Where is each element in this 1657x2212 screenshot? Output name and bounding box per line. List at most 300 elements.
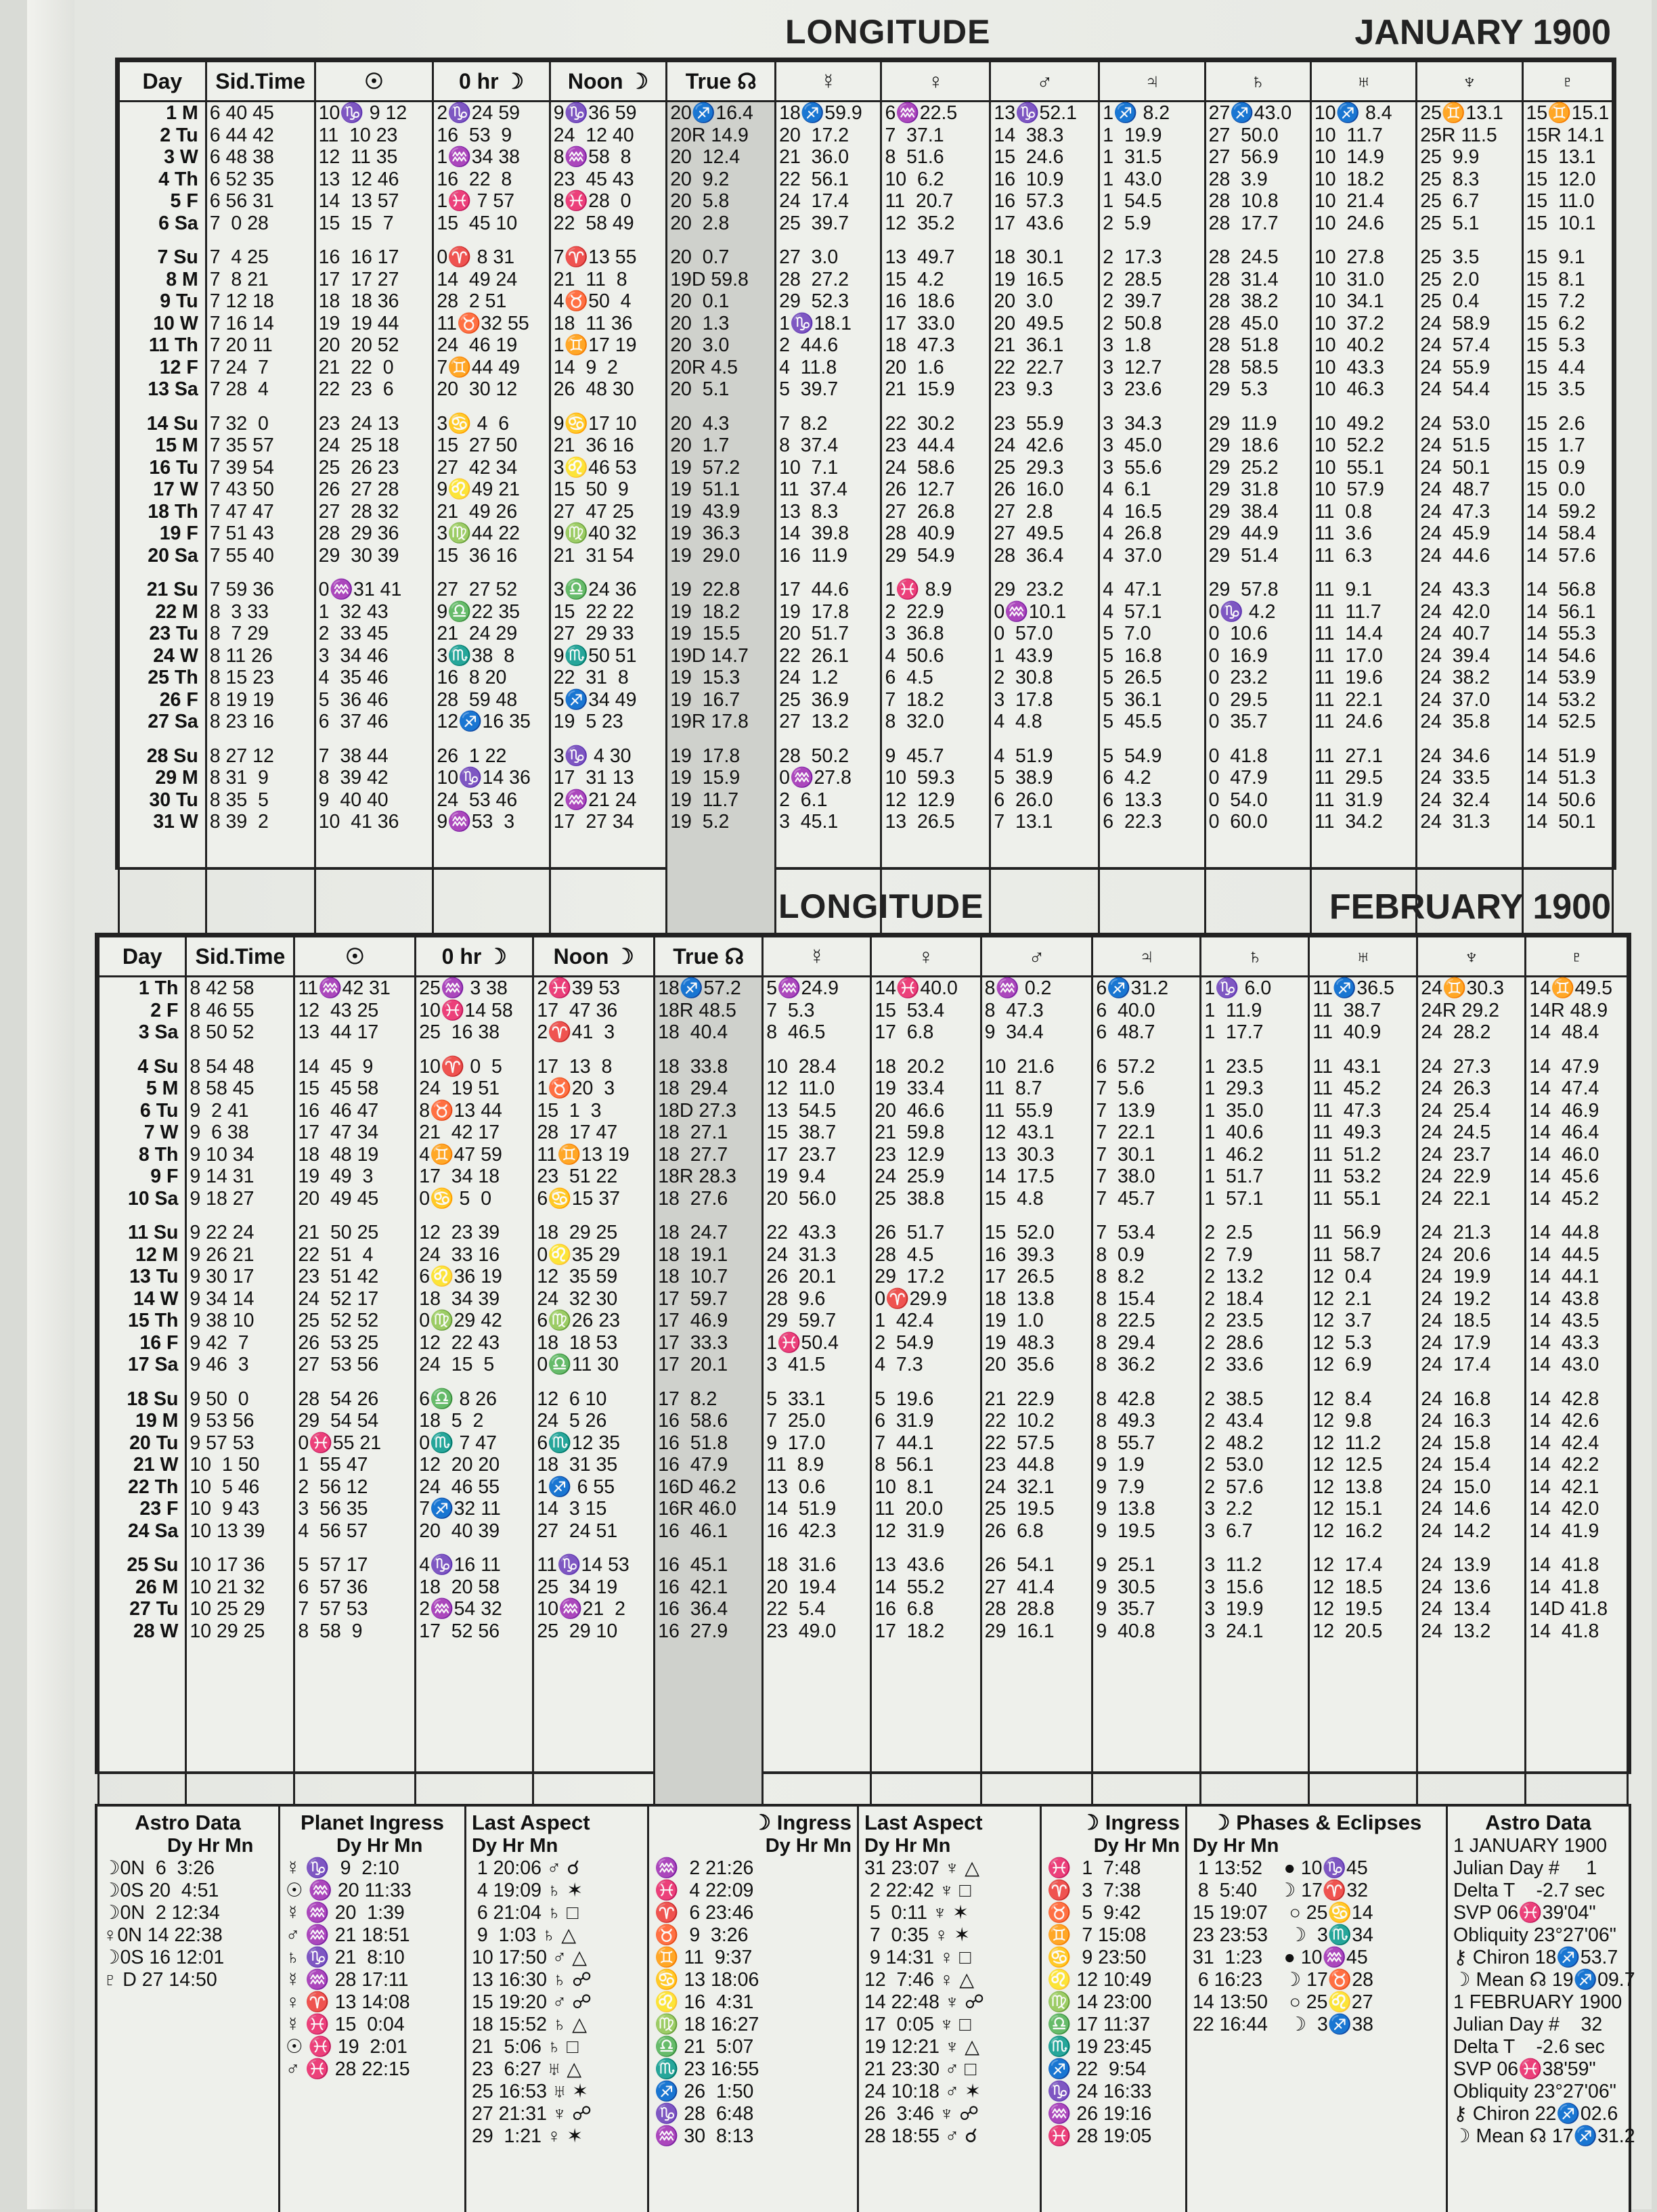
value-cell: 14 51.9 xyxy=(763,1498,871,1520)
value-cell: 16 47.9 xyxy=(655,1454,763,1476)
value-cell: 11♉32 55 xyxy=(433,313,550,335)
value-cell: 14 43.5 xyxy=(1526,1310,1628,1332)
day-cell: 8 M xyxy=(119,269,206,291)
value-cell: 8♓28 0 xyxy=(550,190,666,213)
value-cell: 24 19.9 xyxy=(1417,1266,1526,1288)
value-cell: 16R 46.0 xyxy=(655,1498,763,1520)
value-cell: 0♑ 4.2 xyxy=(1205,601,1310,623)
value-cell: 10 21.4 xyxy=(1310,190,1416,213)
value-cell: 19 57.2 xyxy=(667,457,776,479)
value-cell: 0♈29.9 xyxy=(871,1288,981,1310)
value-cell: 8 22.5 xyxy=(1092,1310,1201,1332)
value-cell: 22 57.5 xyxy=(981,1432,1092,1455)
value-cell: 19 5.2 xyxy=(667,811,776,833)
value-cell: 24 14.6 xyxy=(1417,1498,1526,1520)
planet-ingress-title: Planet Ingress xyxy=(301,1811,444,1834)
value-cell: 28 24.5 xyxy=(1205,246,1310,269)
value-cell: 11♒42 31 xyxy=(294,977,416,1000)
footer-line: 14 22:48 ♆ ☍ xyxy=(864,1991,985,2013)
value-cell: 3 45.0 xyxy=(1099,435,1205,457)
value-cell: 24 16.8 xyxy=(1417,1388,1526,1411)
value-cell: 3 23.6 xyxy=(1099,378,1205,401)
february-col-header-2: ☉ xyxy=(294,937,416,977)
value-cell: 14 47.4 xyxy=(1526,1078,1628,1100)
footer-line: ♂ ♓ 28 22:15 xyxy=(286,2058,410,2080)
value-cell: 1 54.5 xyxy=(1099,190,1205,213)
value-cell: 2 5.9 xyxy=(1099,213,1205,235)
january-col-header-9: ♃ xyxy=(1099,62,1205,102)
value-cell: 2 50.8 xyxy=(1099,313,1205,335)
value-cell: 27 41.4 xyxy=(981,1576,1092,1599)
footer-line: 1 FEBRUARY 1900 xyxy=(1453,1991,1622,2013)
value-cell: 28 27.2 xyxy=(776,269,881,291)
value-cell: 14 42.4 xyxy=(1526,1432,1628,1455)
table-row xyxy=(99,1166,1628,1188)
value-cell: 8♒58 8 xyxy=(550,146,666,169)
value-cell: 19 15.5 xyxy=(667,623,776,645)
value-cell: 26 16.0 xyxy=(990,479,1099,501)
value-cell: 22 22.7 xyxy=(990,357,1099,379)
value-cell: 13 30.3 xyxy=(981,1144,1092,1166)
day-cell: 28 W xyxy=(99,1620,186,1643)
value-cell: 19 16.5 xyxy=(990,269,1099,291)
value-cell: 24 37.0 xyxy=(1417,689,1522,711)
value-cell: 15 3.5 xyxy=(1522,378,1612,401)
value-cell: 1 17.7 xyxy=(1201,1021,1309,1044)
value-cell: 16 11.9 xyxy=(776,545,881,567)
value-cell: 7♈13 55 xyxy=(550,246,666,269)
value-cell: 8 42 58 xyxy=(186,977,294,1000)
value-cell: 24 32.4 xyxy=(1417,789,1522,812)
value-cell: 29 23.2 xyxy=(990,579,1099,601)
value-cell: 24 21.3 xyxy=(1417,1222,1526,1244)
table-row xyxy=(119,213,1613,235)
value-cell: 24 46 19 xyxy=(433,334,550,357)
value-cell: 28 2 51 xyxy=(433,290,550,313)
value-cell: 11 20.0 xyxy=(871,1498,981,1520)
value-cell: 10♑14 36 xyxy=(433,767,550,789)
value-cell: 14 42.2 xyxy=(1526,1454,1628,1476)
value-cell: 12 11.0 xyxy=(763,1078,871,1100)
value-cell: 22 58 49 xyxy=(550,213,666,235)
value-cell: 15 1 3 xyxy=(533,1100,655,1122)
value-cell: 8 19 19 xyxy=(206,689,315,711)
footer-line: Delta T -2.7 sec xyxy=(1453,1880,1605,1901)
table-row xyxy=(119,313,1613,335)
value-cell: 12 20.5 xyxy=(1309,1620,1417,1643)
value-cell: 12 9.8 xyxy=(1309,1410,1417,1432)
value-cell: 14♓40.0 xyxy=(871,977,981,1000)
value-cell: 27 53 56 xyxy=(294,1354,416,1376)
value-cell: 11 8.9 xyxy=(763,1454,871,1476)
value-cell: 1♐ 8.2 xyxy=(1099,102,1205,125)
value-cell: 11 43.1 xyxy=(1309,1056,1417,1078)
value-cell: 29 54 54 xyxy=(294,1410,416,1432)
value-cell: 9 26 21 xyxy=(186,1244,294,1266)
footer-line: 31 23:07 ♆ △ xyxy=(864,1857,980,1879)
value-cell: 24 5 26 xyxy=(533,1410,655,1432)
value-cell: 17 17 27 xyxy=(315,269,433,291)
value-cell: 0♎11 30 xyxy=(533,1354,655,1376)
table-row xyxy=(119,378,1613,401)
value-cell: 17 18.2 xyxy=(871,1620,981,1643)
value-cell: 13 44 17 xyxy=(294,1021,416,1044)
value-cell: 21 22.9 xyxy=(981,1388,1092,1411)
value-cell: 18D 27.3 xyxy=(655,1100,763,1122)
value-cell: 11 20.7 xyxy=(881,190,990,213)
value-cell: 12 22 43 xyxy=(416,1332,533,1354)
value-cell: 16 22 8 xyxy=(433,169,550,191)
value-cell: 2 57.6 xyxy=(1201,1476,1309,1499)
value-cell: 2 23.5 xyxy=(1201,1310,1309,1332)
value-cell: 29 17.2 xyxy=(871,1266,981,1288)
value-cell: 3♍44 22 xyxy=(433,523,550,545)
footer-line: 24 10:18 ♂ ✶ xyxy=(864,2081,981,2102)
value-cell: 14 48.4 xyxy=(1526,1021,1628,1044)
value-cell: 0 60.0 xyxy=(1205,811,1310,833)
january-longitude-title: LONGITUDE xyxy=(785,13,991,51)
footer-line: 14 13:50 ○ 25♌27 xyxy=(1193,1991,1373,2013)
value-cell: 14 50.6 xyxy=(1522,789,1612,812)
value-cell: 29 18.6 xyxy=(1205,435,1310,457)
value-cell: 6♒22.5 xyxy=(881,102,990,125)
table-row xyxy=(119,711,1613,733)
value-cell: 5 26.5 xyxy=(1099,667,1205,689)
last-aspect-column-1 xyxy=(466,1807,649,2212)
value-cell: 3 15.6 xyxy=(1201,1576,1309,1599)
january-col-header-12: ♆ xyxy=(1417,62,1522,102)
value-cell: 14 41.8 xyxy=(1526,1576,1628,1599)
value-cell: 0♌35 29 xyxy=(533,1244,655,1266)
value-cell: 9 30 17 xyxy=(186,1266,294,1288)
value-cell: 10 41 36 xyxy=(315,811,433,833)
value-cell: 28 58.5 xyxy=(1205,357,1310,379)
footer-line: 23 23:53 ☽ 3♏34 xyxy=(1193,1924,1374,1946)
value-cell: 27 3.0 xyxy=(776,246,881,269)
value-cell: 3 41.5 xyxy=(763,1354,871,1376)
value-cell: 24 53.0 xyxy=(1417,413,1522,435)
value-cell: 11 6.3 xyxy=(1310,545,1416,567)
value-cell: 24 19.2 xyxy=(1417,1288,1526,1310)
value-cell: 26 51.7 xyxy=(871,1222,981,1244)
value-cell: 11 0.8 xyxy=(1310,501,1416,523)
day-cell: 29 M xyxy=(119,767,206,789)
value-cell: 2 48.2 xyxy=(1201,1432,1309,1455)
value-cell: 8 11 26 xyxy=(206,645,315,667)
value-cell: 3 24.1 xyxy=(1201,1620,1309,1643)
value-cell: 25 29.3 xyxy=(990,457,1099,479)
day-cell: 17 W xyxy=(119,479,206,501)
value-cell: 26 6.8 xyxy=(981,1520,1092,1543)
value-cell: 7 13.1 xyxy=(990,811,1099,833)
value-cell: 25 2.0 xyxy=(1417,269,1522,291)
value-cell: 4 47.1 xyxy=(1099,579,1205,601)
value-cell: 10♑ 9 12 xyxy=(315,102,433,125)
table-row xyxy=(99,1100,1628,1122)
footer-line: ♉ 5 9:42 xyxy=(1047,1902,1141,1924)
value-cell: 24 22.9 xyxy=(1417,1166,1526,1188)
value-cell: 9 10 34 xyxy=(186,1144,294,1166)
value-cell: 9 40.8 xyxy=(1092,1620,1201,1643)
footer-line: 29 1:21 ♀ ✶ xyxy=(472,2125,583,2147)
value-cell: 13 54.5 xyxy=(763,1100,871,1122)
value-cell: 27 50.0 xyxy=(1205,125,1310,147)
value-cell: 6♎ 8 26 xyxy=(416,1388,533,1411)
last-aspect-subheader-2: Dy Hr Mn xyxy=(864,1835,951,1857)
february-col-header-13: ♇ xyxy=(1526,937,1628,977)
value-cell: 4 11.8 xyxy=(776,357,881,379)
day-cell: 2 F xyxy=(99,1000,186,1022)
value-cell: 16 10.9 xyxy=(990,169,1099,191)
value-cell: 11 37.4 xyxy=(776,479,881,501)
value-cell: 2 13.2 xyxy=(1201,1266,1309,1288)
value-cell: 0♋ 5 0 xyxy=(416,1188,533,1210)
january-ephemeris-table xyxy=(115,58,1616,870)
value-cell: 0 54.0 xyxy=(1205,789,1310,812)
value-cell: 10 55.1 xyxy=(1310,457,1416,479)
value-cell: 1 35.0 xyxy=(1201,1100,1309,1122)
table-row xyxy=(99,1354,1628,1376)
value-cell: 9 17.0 xyxy=(763,1432,871,1455)
value-cell: 28 4.5 xyxy=(871,1244,981,1266)
value-cell: 19 18.2 xyxy=(667,601,776,623)
value-cell: 12 43 25 xyxy=(294,1000,416,1022)
footer-line: 25 16:53 ♅ ✶ xyxy=(472,2081,589,2102)
value-cell: 4♉50 4 xyxy=(550,290,666,313)
january-col-header-0: Day xyxy=(119,62,206,102)
value-cell: 13 8.3 xyxy=(776,501,881,523)
value-cell: 7 32 0 xyxy=(206,413,315,435)
value-cell: 19 51.1 xyxy=(667,479,776,501)
footer-line: 28 18:55 ♂ ☌ xyxy=(864,2125,978,2147)
value-cell: 11 10 23 xyxy=(315,125,433,147)
value-cell: 8 31 9 xyxy=(206,767,315,789)
footer-line: ♇ D 27 14:50 xyxy=(103,1969,217,1991)
value-cell: 5 39.7 xyxy=(776,378,881,401)
value-cell: 8 29.4 xyxy=(1092,1332,1201,1354)
value-cell: 24 17.4 xyxy=(1417,1354,1526,1376)
value-cell: 17 33.0 xyxy=(881,313,990,335)
value-cell: 20 20 52 xyxy=(315,334,433,357)
value-cell: 15 7.2 xyxy=(1522,290,1612,313)
value-cell: 19D 14.7 xyxy=(667,645,776,667)
value-cell: 2♒21 24 xyxy=(550,789,666,812)
day-cell: 10 W xyxy=(119,313,206,335)
value-cell: 25 3.5 xyxy=(1417,246,1522,269)
value-cell: 14 13 57 xyxy=(315,190,433,213)
moon-ingress-column-2 xyxy=(1042,1807,1187,2212)
value-cell: 6 56 31 xyxy=(206,190,315,213)
value-cell: 7 25.0 xyxy=(763,1410,871,1432)
value-cell: 1♑18.1 xyxy=(776,313,881,335)
value-cell: 3 34 46 xyxy=(315,645,433,667)
value-cell: 12 18.5 xyxy=(1309,1576,1417,1599)
value-cell: 0♒31 41 xyxy=(315,579,433,601)
last-aspect-lines-2 xyxy=(864,1857,1034,2148)
value-cell: 26 54.1 xyxy=(981,1554,1092,1576)
value-cell: 14 41.8 xyxy=(1526,1620,1628,1643)
table-row xyxy=(119,413,1613,435)
value-cell: 18R 48.5 xyxy=(655,1000,763,1022)
value-cell: 27 47 25 xyxy=(550,501,666,523)
table-row xyxy=(99,1554,1628,1576)
value-cell: 9♏50 51 xyxy=(550,645,666,667)
value-cell: 10 40.2 xyxy=(1310,334,1416,357)
value-cell: 29 57.8 xyxy=(1205,579,1310,601)
value-cell: 28 38.2 xyxy=(1205,290,1310,313)
value-cell: 15 8.1 xyxy=(1522,269,1612,291)
value-cell: 14R 48.9 xyxy=(1526,1000,1628,1022)
value-cell: 23 49.0 xyxy=(763,1620,871,1643)
value-cell: 19 29.0 xyxy=(667,545,776,567)
value-cell: 17 13 8 xyxy=(533,1056,655,1078)
value-cell: 15 2.6 xyxy=(1522,413,1612,435)
value-cell: 18 13.8 xyxy=(981,1288,1092,1310)
value-cell: 7 35 57 xyxy=(206,435,315,457)
value-cell: 14 46.0 xyxy=(1526,1144,1628,1166)
value-cell: 10 6.2 xyxy=(881,169,990,191)
value-cell: 2 22.9 xyxy=(881,601,990,623)
table-row xyxy=(119,479,1613,501)
value-cell: 10 37.2 xyxy=(1310,313,1416,335)
value-cell: 15 6.2 xyxy=(1522,313,1612,335)
value-cell: 15 27 50 xyxy=(433,435,550,457)
value-cell: 1 43.9 xyxy=(990,645,1099,667)
value-cell: 27♐43.0 xyxy=(1205,102,1310,125)
value-cell: 11 9.1 xyxy=(1310,579,1416,601)
value-cell: 2 54.9 xyxy=(871,1332,981,1354)
value-cell: 12 20 20 xyxy=(416,1454,533,1476)
value-cell: 0 10.6 xyxy=(1205,623,1310,645)
value-cell: 20 1.7 xyxy=(667,435,776,457)
value-cell: 6 48.7 xyxy=(1092,1021,1201,1044)
value-cell: 24 13.6 xyxy=(1417,1576,1526,1599)
value-cell: 20R 4.5 xyxy=(667,357,776,379)
value-cell: 8 3 33 xyxy=(206,601,315,623)
value-cell: 8 15 23 xyxy=(206,667,315,689)
footer-line: ☿ ♒ 28 17:11 xyxy=(286,1969,409,1991)
value-cell: 24 47.3 xyxy=(1417,501,1522,523)
value-cell: 6 52 35 xyxy=(206,169,315,191)
value-cell: 28 59 48 xyxy=(433,689,550,711)
value-cell: 4 4.8 xyxy=(990,711,1099,733)
value-cell: 21 36.1 xyxy=(990,334,1099,357)
value-cell: 3 1.8 xyxy=(1099,334,1205,357)
value-cell: 28 3.9 xyxy=(1205,169,1310,191)
moon-ingress-lines-2 xyxy=(1047,1857,1180,2148)
value-cell: 7 51 43 xyxy=(206,523,315,545)
value-cell: 8 46 55 xyxy=(186,1000,294,1022)
value-cell: 20 12.4 xyxy=(667,146,776,169)
value-cell: 22 31 8 xyxy=(550,667,666,689)
value-cell: 18 19.1 xyxy=(655,1244,763,1266)
footer-line: 5 0:11 ♆ ✶ xyxy=(864,1902,969,1924)
footer-line: ☽0S 16 12:01 xyxy=(103,1947,225,1968)
value-cell: 16 39.3 xyxy=(981,1244,1092,1266)
value-cell: 6 26.0 xyxy=(990,789,1099,812)
value-cell: 10 21.6 xyxy=(981,1056,1092,1078)
astro-data-title: Astro Data xyxy=(135,1811,241,1834)
value-cell: 20 4.3 xyxy=(667,413,776,435)
value-cell: 2 44.6 xyxy=(776,334,881,357)
january-col-header-6: ☿ xyxy=(776,62,881,102)
value-cell: 12 12.9 xyxy=(881,789,990,812)
value-cell: 14 43.8 xyxy=(1526,1288,1628,1310)
footer-line: ♏ 23 16:55 xyxy=(655,2058,759,2080)
footer-line: ☿ ♑ 9 2:10 xyxy=(286,1857,399,1879)
value-cell: 20 51.7 xyxy=(776,623,881,645)
value-cell: 24 25.4 xyxy=(1417,1100,1526,1122)
value-cell: 11 27.1 xyxy=(1310,745,1416,768)
table-row xyxy=(119,102,1613,125)
value-cell: 19 5 23 xyxy=(550,711,666,733)
january-col-header-2: ☉ xyxy=(315,62,433,102)
moon-ingress-subheader-2: Dy Hr Mn xyxy=(1093,1835,1180,1857)
value-cell: 9 42 7 xyxy=(186,1332,294,1354)
astro-data-lines xyxy=(103,1857,273,1991)
footer-line: 6 16:23 ☽ 17♉28 xyxy=(1193,1969,1374,1991)
value-cell: 8 49.3 xyxy=(1092,1410,1201,1432)
value-cell: 17 20.1 xyxy=(655,1354,763,1376)
value-cell: 14 43.0 xyxy=(1526,1354,1628,1376)
january-col-header-3: 0 hr ☽ xyxy=(433,62,550,102)
value-cell: 10 17 36 xyxy=(186,1554,294,1576)
footer-line: ♈ 6 23:46 xyxy=(655,1902,754,1924)
value-cell: 18 47.3 xyxy=(881,334,990,357)
value-cell: 2 33 45 xyxy=(315,623,433,645)
value-cell: 20 1.3 xyxy=(667,313,776,335)
value-cell: 8♉13 44 xyxy=(416,1100,533,1122)
value-cell: 24 24.5 xyxy=(1417,1122,1526,1144)
value-cell: 2 2.5 xyxy=(1201,1222,1309,1244)
value-cell: 26 48 30 xyxy=(550,378,666,401)
value-cell: 11♑14 53 xyxy=(533,1554,655,1576)
value-cell: 17 59.7 xyxy=(655,1288,763,1310)
table-row xyxy=(99,1498,1628,1520)
value-cell: 10 11.7 xyxy=(1310,125,1416,147)
value-cell: 14 47.9 xyxy=(1526,1056,1628,1078)
table-row xyxy=(99,1056,1628,1078)
value-cell: 24 17.9 xyxy=(1417,1332,1526,1354)
value-cell: 14 58.4 xyxy=(1522,523,1612,545)
footer-line: ☉ ♒ 20 11:33 xyxy=(286,1880,412,1901)
value-cell: 2♑24 59 xyxy=(433,102,550,125)
value-cell: 14 42.8 xyxy=(1526,1388,1628,1411)
value-cell: 7 16 14 xyxy=(206,313,315,335)
january-col-header-8: ♂ xyxy=(990,62,1099,102)
value-cell: 11 55.9 xyxy=(981,1100,1092,1122)
day-cell: 30 Tu xyxy=(119,789,206,812)
value-cell: 6 48 38 xyxy=(206,146,315,169)
value-cell: 3 45.1 xyxy=(776,811,881,833)
table-row xyxy=(99,1432,1628,1455)
value-cell: 18 31 35 xyxy=(533,1454,655,1476)
value-cell: 0 23.2 xyxy=(1205,667,1310,689)
footer-line: Obliquity 23°27'06" xyxy=(1453,2081,1616,2102)
value-cell: 17 6.8 xyxy=(871,1021,981,1044)
value-cell: 12♐16 35 xyxy=(433,711,550,733)
value-cell: 12 11 35 xyxy=(315,146,433,169)
value-cell: 14 45.2 xyxy=(1526,1188,1628,1210)
table-row xyxy=(99,1310,1628,1332)
value-cell: 4 56 57 xyxy=(294,1520,416,1543)
value-cell: 7 30.1 xyxy=(1092,1144,1201,1166)
value-cell: 10 49.2 xyxy=(1310,413,1416,435)
day-cell: 12 F xyxy=(119,357,206,379)
value-cell: 8 37.4 xyxy=(776,435,881,457)
last-aspect-title-1: Last Aspect xyxy=(472,1811,590,1834)
value-cell: 28 54 26 xyxy=(294,1388,416,1411)
